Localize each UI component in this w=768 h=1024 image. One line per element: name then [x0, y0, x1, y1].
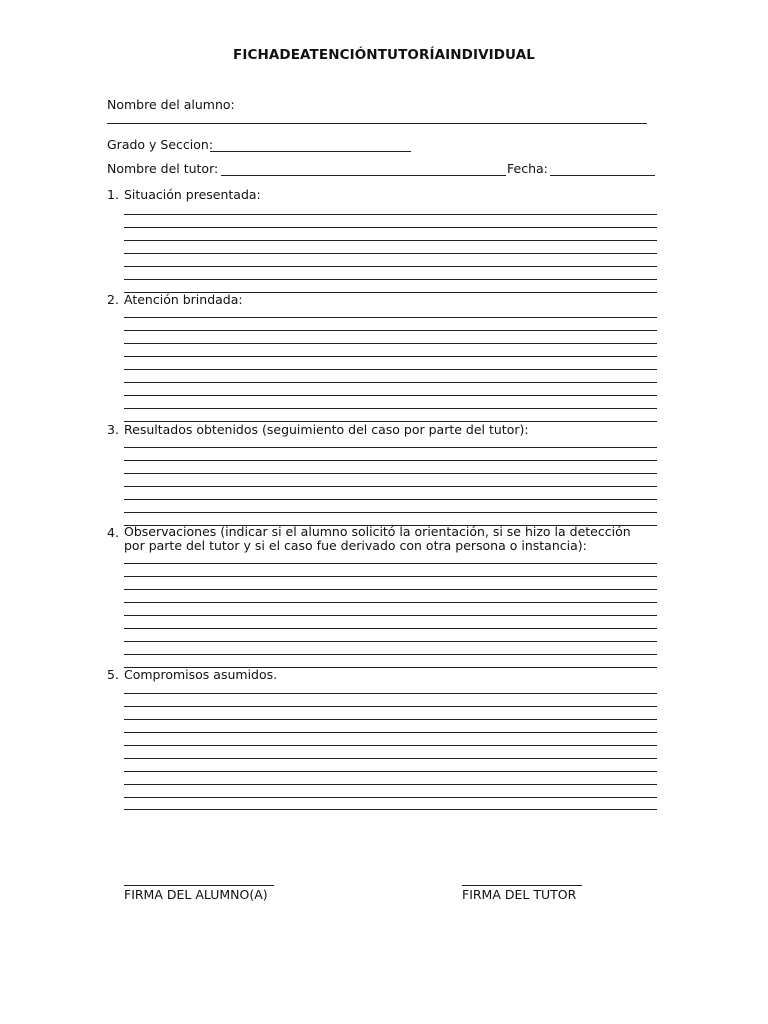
answer-line[interactable]: [124, 706, 657, 707]
answer-line[interactable]: [124, 654, 657, 655]
answer-line[interactable]: [124, 266, 657, 267]
answer-line[interactable]: [124, 343, 657, 344]
tutor-signature-line[interactable]: [462, 885, 582, 886]
answer-line[interactable]: [124, 602, 657, 603]
answer-line[interactable]: [124, 473, 657, 474]
answer-line[interactable]: [124, 395, 657, 396]
tutor-label: Nombre del tutor:: [107, 161, 219, 176]
answer-line[interactable]: [124, 615, 657, 616]
answer-line[interactable]: [124, 214, 657, 215]
answer-line[interactable]: [124, 732, 657, 733]
grade-field[interactable]: [210, 151, 411, 152]
section-2-number: 2.: [107, 292, 119, 307]
student-name-field[interactable]: [107, 123, 647, 124]
answer-line[interactable]: [124, 576, 657, 577]
section-4-label: Observaciones (indicar si el alumno solicitó la orientación, si se hizo la detección por parte del tutor y si el caso fue derivado con otra persona o instancia):: [124, 524, 631, 553]
section-1-label: Situación presentada:: [124, 187, 261, 202]
student-signature-line[interactable]: [124, 885, 274, 886]
answer-line[interactable]: [124, 809, 657, 810]
section-5-label: Compromisos asumidos.: [124, 667, 278, 682]
answer-line[interactable]: [124, 330, 657, 331]
answer-line[interactable]: [124, 563, 657, 564]
section-1-number: 1.: [107, 187, 119, 202]
answer-line[interactable]: [124, 408, 657, 409]
answer-line[interactable]: [124, 460, 657, 461]
page-title: FICHADEATENCIÓNTUTORÍAINDIVIDUAL: [233, 47, 535, 63]
section-4-number: 4.: [107, 525, 119, 540]
answer-line[interactable]: [124, 486, 657, 487]
answer-line[interactable]: [124, 758, 657, 759]
student-name-label: Nombre del alumno:: [107, 97, 235, 112]
answer-line[interactable]: [124, 369, 657, 370]
answer-line[interactable]: [124, 499, 657, 500]
student-signature-label: FIRMA DEL ALUMNO(A): [124, 887, 268, 902]
answer-line[interactable]: [124, 512, 657, 513]
answer-line[interactable]: [124, 279, 657, 280]
answer-line[interactable]: [124, 797, 657, 798]
answer-line[interactable]: [124, 719, 657, 720]
answer-line[interactable]: [124, 240, 657, 241]
answer-line[interactable]: [124, 253, 657, 254]
answer-line[interactable]: [124, 641, 657, 642]
answer-line[interactable]: [124, 784, 657, 785]
answer-line[interactable]: [124, 447, 657, 448]
answer-line[interactable]: [124, 693, 657, 694]
section-3-number: 3.: [107, 422, 119, 437]
answer-line[interactable]: [124, 745, 657, 746]
answer-line[interactable]: [124, 589, 657, 590]
answer-line[interactable]: [124, 356, 657, 357]
section-3-label: Resultados obtenidos (seguimiento del caso por parte del tutor):: [124, 422, 529, 437]
date-field[interactable]: [550, 175, 655, 176]
answer-line[interactable]: [124, 227, 657, 228]
answer-line[interactable]: [124, 771, 657, 772]
answer-line[interactable]: [124, 317, 657, 318]
answer-line[interactable]: [124, 382, 657, 383]
tutor-name-field[interactable]: [221, 175, 506, 176]
answer-line[interactable]: [124, 628, 657, 629]
date-label: Fecha:: [507, 161, 548, 176]
section-2-label: Atención brindada:: [124, 292, 243, 307]
tutor-signature-label: FIRMA DEL TUTOR: [462, 887, 577, 902]
grade-label: Grado y Seccion:: [107, 137, 214, 152]
section-5-number: 5.: [107, 667, 119, 682]
